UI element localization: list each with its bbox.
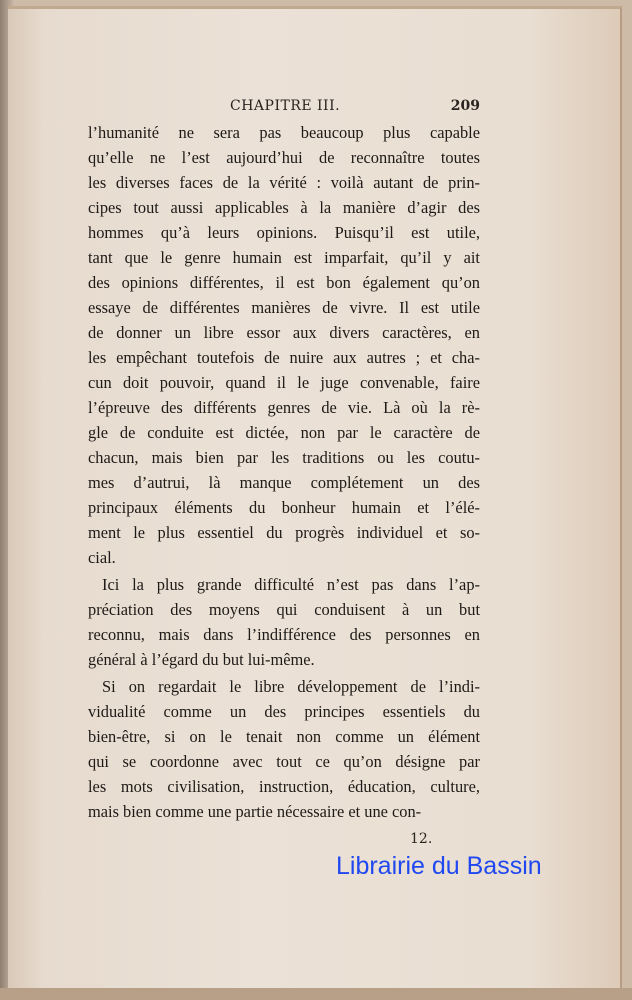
text-line: l’épreuve des différents genres de vie. Là où la rè- bbox=[88, 398, 480, 417]
body-text bbox=[88, 120, 480, 826]
text-line: mes d’autrui, là manque complétement un des bbox=[88, 473, 480, 492]
text-line: Si on regardait le libre développement de l’indi- bbox=[102, 677, 480, 696]
text-line: chacun, mais bien par les traditions ou les coutu- bbox=[88, 448, 480, 467]
text-line: les mots civilisation, instruction, éducation, culture, bbox=[88, 777, 480, 796]
text-line: mais bien comme une partie nécessaire et une con- bbox=[88, 802, 422, 821]
page-bottom-edge bbox=[0, 988, 632, 1000]
text-line: Ici la plus grande difficulté n’est pas dans l’ap- bbox=[102, 575, 480, 594]
text-line: préciation des moyens qui conduisent à un but bbox=[88, 600, 480, 619]
text-line: reconnu, mais dans l’indifférence des personnes en bbox=[88, 625, 480, 644]
paragraph bbox=[88, 572, 480, 672]
text-line: principaux éléments du bonheur humain et l’élé- bbox=[88, 498, 480, 517]
running-header bbox=[88, 98, 480, 118]
text-line: cial. bbox=[88, 548, 116, 567]
chapter-title: CHAPITRE III. bbox=[230, 98, 341, 114]
text-line: ment le plus essentiel du progrès individuel et so- bbox=[88, 523, 480, 542]
text-line: qui se coordonne avec tout ce qu’on désigne par bbox=[88, 752, 480, 771]
paragraph bbox=[88, 120, 480, 570]
page-number: 209 bbox=[450, 98, 480, 114]
text-line: de donner un libre essor aux divers caractères, en bbox=[88, 323, 480, 342]
text-line: tant que le genre humain est imparfait, qu’il y ait bbox=[88, 248, 480, 267]
signature-mark: 12. bbox=[410, 831, 433, 847]
paragraph bbox=[88, 674, 480, 824]
text-line: vidualité comme un des principes essentiels du bbox=[88, 702, 480, 721]
text-line: général à l’égard du but lui-même. bbox=[88, 650, 315, 669]
text-line: cun doit pouvoir, quand il le juge convenable, faire bbox=[88, 373, 480, 392]
text-line: qu’elle ne l’est aujourd’hui de reconnaître toutes bbox=[88, 148, 480, 167]
text-line: hommes qu’à leurs opinions. Puisqu’il est utile, bbox=[88, 223, 480, 242]
text-line: l’humanité ne sera pas beaucoup plus capable bbox=[88, 123, 480, 142]
text-line: cipes tout aussi applicables à la manière d’agir des bbox=[88, 198, 480, 217]
watermark: Librairie du Bassin bbox=[336, 852, 542, 880]
text-line: les empêchant toutefois de nuire aux autres ; et cha- bbox=[88, 348, 480, 367]
text-line: essaye de différentes manières de vivre. Il est utile bbox=[88, 298, 480, 317]
text-line: gle de conduite est dictée, non par le caractère de bbox=[88, 423, 480, 442]
text-line: les diverses faces de la vérité : voilà autant de prin- bbox=[88, 173, 480, 192]
text-line: des opinions différentes, il est bon également qu’on bbox=[88, 273, 480, 292]
text-line: bien-être, si on le tenait non comme un élément bbox=[88, 727, 480, 746]
